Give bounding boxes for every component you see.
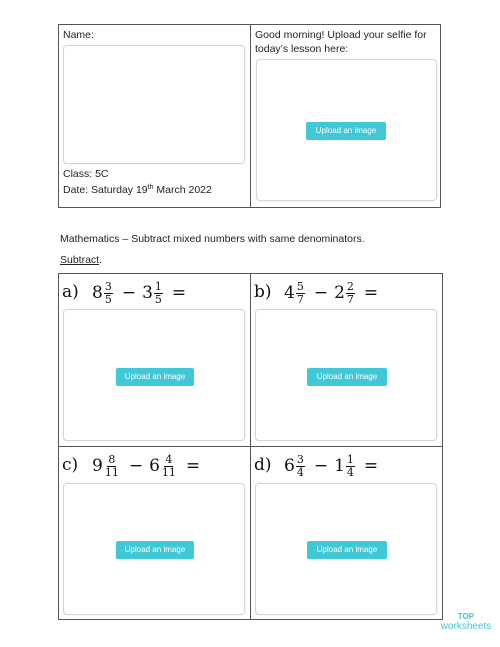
problem-c-label: c): [62, 455, 79, 475]
problem-c-whole2: 6: [149, 456, 160, 476]
problem-b-den2: 7: [346, 292, 354, 306]
problem-b-label: b): [254, 282, 272, 302]
problem-a-den1: 5: [104, 292, 112, 306]
problem-a-minus: −: [121, 283, 137, 303]
problem-c-minus: −: [128, 456, 144, 476]
problem-b-whole2: 2: [334, 283, 345, 303]
problem-b-upload-box[interactable]: [255, 309, 437, 441]
problem-b-frac2: [346, 281, 355, 306]
problem-a-upload-button[interactable]: Upload an image: [116, 368, 194, 386]
problem-d-frac1: [296, 454, 305, 479]
selfie-upload-button[interactable]: Upload an image: [306, 122, 386, 140]
greeting-text: Good morning! Upload your selfie for today’s lesson here:: [255, 29, 427, 55]
problem-a-upload-box[interactable]: [63, 309, 245, 441]
problem-c-den1: 11: [104, 465, 119, 479]
date-text: [63, 181, 212, 197]
problem-d-equals: =: [363, 456, 379, 476]
name-label: Name:: [63, 29, 94, 41]
problem-c-upload-button[interactable]: Upload an image: [116, 541, 194, 559]
problem-a-equals: =: [171, 283, 187, 303]
date-rest: March 2022: [153, 184, 212, 196]
problem-b-frac1: [296, 281, 305, 306]
problem-d-whole2: 1: [334, 456, 345, 476]
name-input[interactable]: [63, 45, 245, 164]
problem-b-num2: 2: [346, 279, 354, 293]
problem-c-whole1: 9: [92, 456, 103, 476]
topworksheets-logo[interactable]: [436, 612, 496, 633]
selfie-upload-box[interactable]: [256, 59, 437, 201]
problem-a-whole1: 8: [92, 283, 103, 303]
problem-a-num2: 1: [154, 279, 162, 293]
subtitle-period: .: [99, 254, 103, 266]
problem-d-upload-button[interactable]: Upload an image: [307, 541, 387, 559]
subtitle-word: Subtract: [60, 254, 100, 266]
problem-b-equals: =: [363, 283, 379, 303]
problem-d-num2: 1: [346, 452, 354, 466]
problem-b-minus: −: [313, 283, 329, 303]
class-text: Class: 5C: [63, 168, 109, 180]
problem-d-expression: [284, 449, 384, 483]
problem-c-expression: [92, 449, 206, 483]
problem-c-num2: 4: [165, 452, 173, 466]
problem-b-num1: 5: [296, 279, 304, 293]
problem-c-upload-box[interactable]: [63, 483, 245, 615]
subtitle-text: [60, 253, 102, 267]
instruction-text: Mathematics – Subtract mixed numbers with same denominators.: [60, 233, 365, 245]
problem-a-den2: 5: [154, 292, 162, 306]
problem-a-expression: [92, 276, 192, 310]
problem-b-expression: [284, 276, 384, 310]
date-suffix: th: [147, 184, 154, 191]
date-main: Date: Saturday 19: [63, 184, 148, 196]
problem-c-frac2: [161, 454, 177, 479]
problem-a-label: a): [62, 282, 79, 302]
problem-d-upload-box[interactable]: [255, 483, 437, 615]
problem-d-minus: −: [313, 456, 329, 476]
problem-a-whole2: 3: [142, 283, 153, 303]
problem-b-upload-button[interactable]: Upload an image: [307, 368, 387, 386]
problem-a-num1: 3: [104, 279, 112, 293]
problem-d-frac2: [346, 454, 355, 479]
problem-c-den2: 11: [161, 465, 176, 479]
problem-c-num1: 8: [108, 452, 116, 466]
problem-a-frac2: [154, 281, 163, 306]
logo-top-text: TOP: [457, 612, 475, 621]
problem-a-frac1: [104, 281, 113, 306]
problem-b-den1: 7: [296, 292, 304, 306]
problem-d-den1: 4: [296, 465, 304, 479]
problem-d-whole1: 6: [284, 456, 295, 476]
problem-d-den2: 4: [346, 465, 354, 479]
problem-c-equals: =: [185, 456, 201, 476]
problem-c-frac1: [104, 454, 120, 479]
logo-bottom-text: worksheets: [440, 621, 492, 632]
problem-b-whole1: 4: [284, 283, 295, 303]
problem-d-label: d): [254, 455, 272, 475]
problem-d-num1: 3: [296, 452, 304, 466]
